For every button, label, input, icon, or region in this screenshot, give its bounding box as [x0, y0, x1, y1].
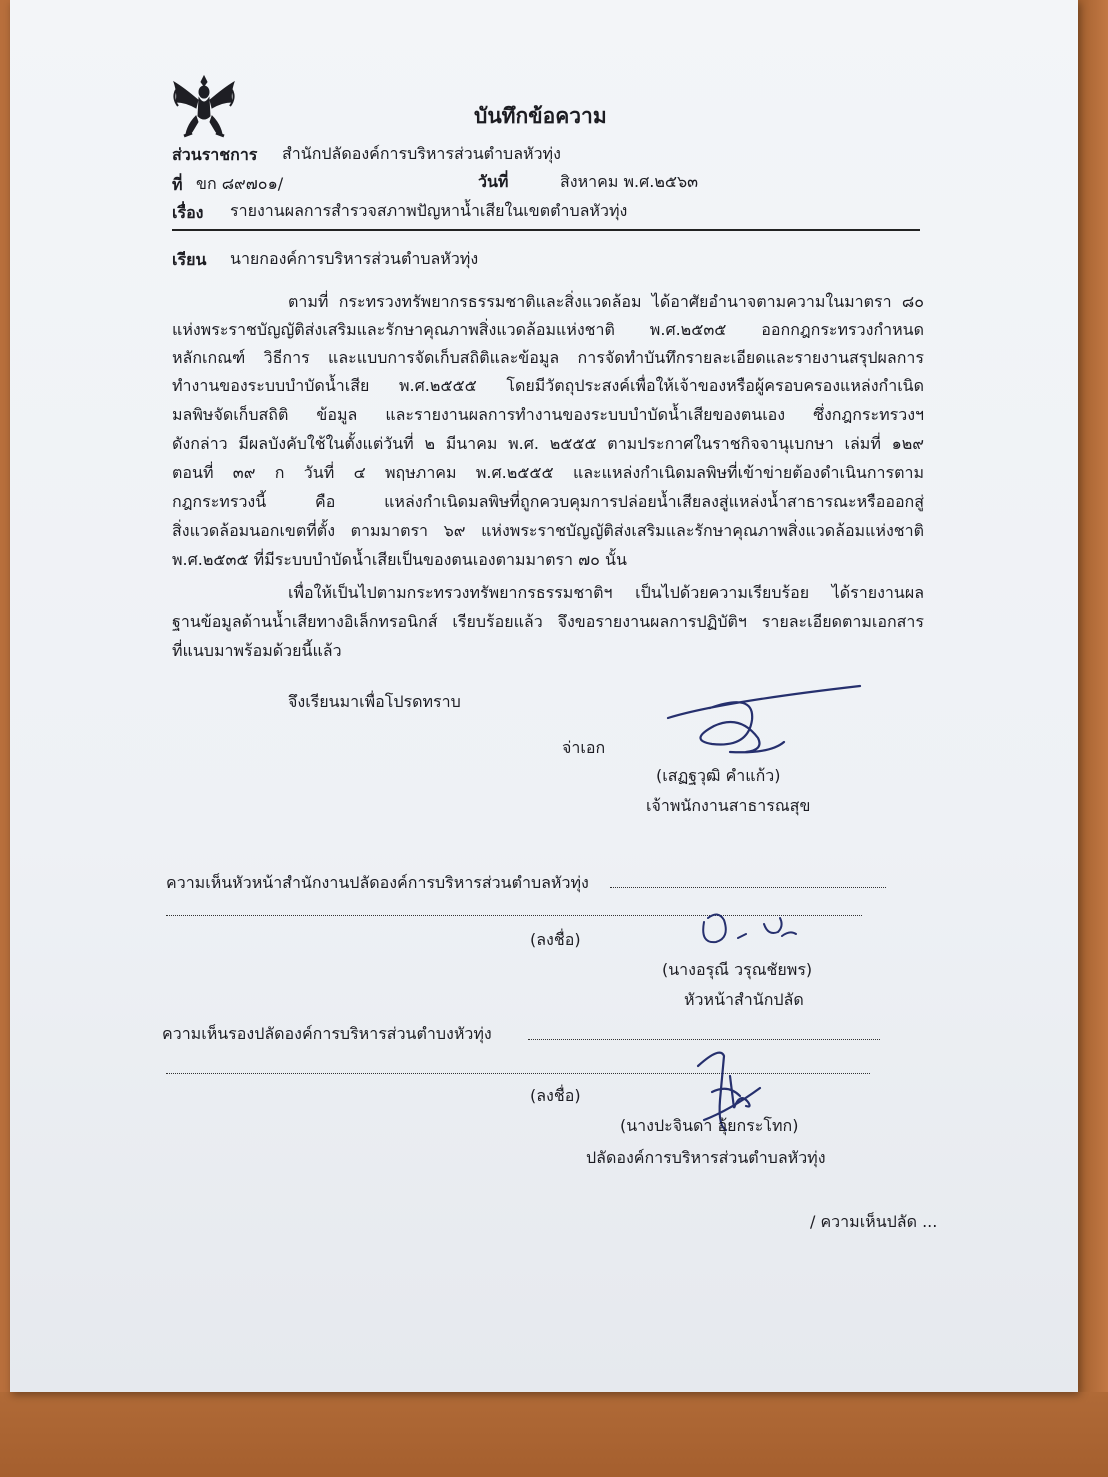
body-line: พ.ศ.๒๕๓๕ ที่มีระบบบำบัดน้ำเสียเป็นของตนเองตามมาตรา ๗๐ นั้น — [172, 550, 627, 569]
desk-background — [1078, 0, 1108, 1477]
ref-label: ที่ — [172, 175, 183, 194]
opinion2-sign-label: (ลงชื่อ) — [530, 1086, 581, 1105]
signer1-name: (เสฏฐวุฒิ คำแก้ว) — [656, 766, 781, 785]
opinion2-position: ปลัดองค์การบริหารส่วนตำบลหัวทุ่ง — [586, 1148, 826, 1167]
opinion2-label: ความเห็นรองปลัดองค์การบริหารส่วนตำบงหัวทุ่ง — [162, 1024, 492, 1043]
opinion1-position: หัวหน้าสำนักปลัด — [684, 990, 804, 1009]
to-value: นายกองค์การบริหารส่วนตำบลหัวทุ่ง — [230, 249, 479, 268]
header-divider — [172, 229, 920, 231]
desk-surface — [0, 1392, 1108, 1477]
signature-1 — [660, 682, 870, 772]
opinion1-name: (นางอรุณี วรุณชัยพร) — [662, 960, 813, 979]
garuda-emblem-icon — [170, 72, 238, 142]
memo-title: บันทึกข้อความ — [474, 104, 607, 128]
opinion1-blank-line — [610, 887, 886, 888]
closing-text: จึงเรียนมาเพื่อโปรดทราบ — [288, 692, 461, 711]
body-line: เพื่อให้เป็นไปตามกระทรวงทรัพยากรธรรมชาติฯ เป็นไปด้วยความเรียบร้อย ได้รายงานผล — [288, 583, 924, 602]
body-line: มลพิษจัดเก็บสถิติ ข้อมูล และรายงานผลการทำงานของระบบบำบัดน้ำเสียของตนเอง ซึ่งกฎกระทรวงฯ — [172, 405, 924, 424]
signer1-position: เจ้าพนักงานสาธารณสุข — [646, 796, 811, 815]
agency-label: ส่วนราชการ — [172, 145, 258, 164]
date-value: สิงหาคม พ.ศ.๒๕๖๓ — [560, 172, 699, 191]
date-label: วันที่ — [478, 172, 509, 191]
ref-value: ขก ๘๙๗๐๑/ — [196, 174, 284, 193]
subject-label: เรื่อง — [172, 203, 204, 222]
body-line: สิ่งแวดล้อมนอกเขตที่ตั้ง ตามมาตรา ๖๙ แห่งพระราชบัญญัติส่งเสริมและรักษาคุณภาพสิ่งแวดล้อมแห่งชาติ — [172, 521, 924, 540]
continue-note: / ความเห็นปลัด ... — [810, 1212, 938, 1231]
opinion1-label: ความเห็นหัวหน้าสำนักงานปลัดองค์การบริหารส่วนตำบลหัวทุ่ง — [166, 873, 589, 892]
body-line: แห่งพระราชบัญญัติส่งเสริมและรักษาคุณภาพสิ่งแวดล้อมแห่งชาติ พ.ศ.๒๕๓๕ ออกกฎกระทรวงกำหนด — [172, 320, 924, 339]
body-line: ตามที่ กระทรวงทรัพยากรธรรมชาติและสิ่งแวดล้อม ได้อาศัยอำนาจตามความในมาตรา ๘๐ — [288, 292, 924, 311]
signer1-rank: จ่าเอก — [562, 738, 606, 757]
body-line: ที่แนบมาพร้อมด้วยนี้แล้ว — [172, 641, 342, 660]
to-label: เรียน — [172, 250, 207, 269]
opinion2-name: (นางปะจินดา อุ้ยกระโทก) — [620, 1116, 799, 1135]
body-line: หลักเกณฑ์ วิธีการ และแบบการจัดเก็บสถิติและข้อมูล การจัดทำบันทึกรายละเอียดและรายงานสรุปผลการ — [172, 348, 924, 367]
signature-2 — [690, 896, 810, 956]
body-line: ฐานข้อมูลด้านน้ำเสียทางอิเล็กทรอนิกส์ เรียบร้อยแล้ว จึงขอรายงานผลการปฏิบัติฯ รายละเอียดตามเอกสาร — [172, 612, 924, 631]
subject-value: รายงานผลการสำรวจสภาพปัญหาน้ำเสียในเขตตำบลหัวทุ่ง — [230, 201, 628, 220]
body-line: กฎกระทรวงนี้ คือ แหล่งกำเนิดมลพิษที่ถูกควบคุมการปล่อยน้ำเสียลงสู่แหล่งน้ำสาธารณะหรือออกสู่ — [172, 492, 924, 511]
agency-value: สำนักปลัดองค์การบริหารส่วนตำบลหัวทุ่ง — [282, 144, 561, 163]
opinion1-sign-label: (ลงชื่อ) — [530, 930, 581, 949]
body-line: ทำงานของระบบบำบัดน้ำเสีย พ.ศ.๒๕๕๕ โดยมีวัตถุประสงค์เพื่อให้เจ้าของหรือผู้ครอบครองแหล่งกำเนิด — [172, 376, 924, 395]
body-line: ดังกล่าว มีผลบังคับใช้ในตั้งแต่วันที่ ๒ มีนาคม พ.ศ. ๒๕๕๕ ตามประกาศในราชกิจจานุเบกษา เล่มที่ ๑๒๙ — [172, 434, 924, 453]
body-line: ตอนที่ ๓๙ ก วันที่ ๔ พฤษภาคม พ.ศ.๒๕๕๕ และแหล่งกำเนิดมลพิษที่เข้าข่ายต้องดำเนินการตาม — [172, 463, 924, 482]
